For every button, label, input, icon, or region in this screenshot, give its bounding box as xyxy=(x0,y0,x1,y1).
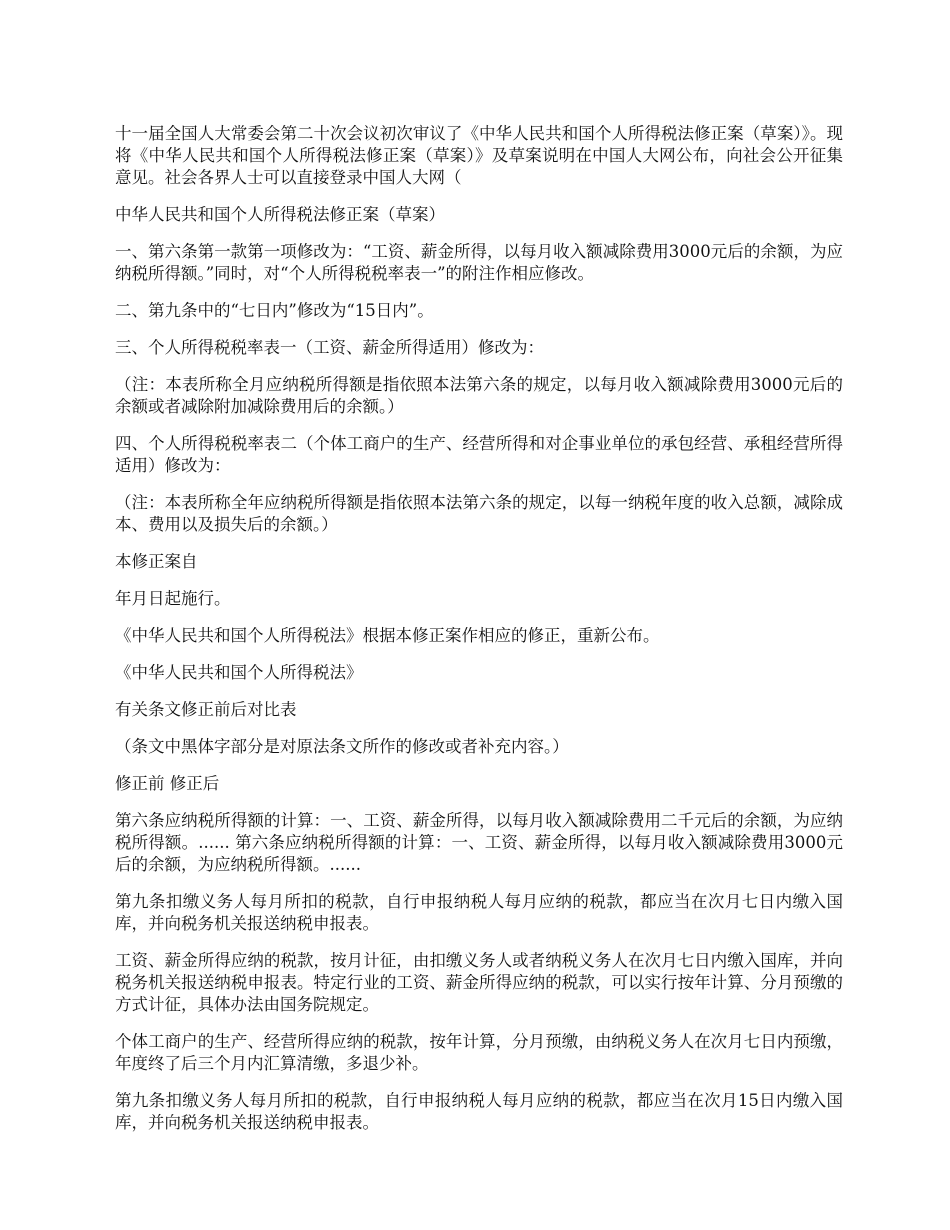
comparison-header: 修正前 修正后 xyxy=(115,774,220,793)
intro-paragraph: 十一届全国人大常委会第二十次会议初次审议了《中华人民共和国个人所得税法修正案（草案）》。现将《中华人民共和国个人所得税法修正案（草案）》及草案说明在中国人大网公布，向社会公开征集意见。社会各界人士可以直接登录中国人大网（ xyxy=(115,124,843,187)
amendment-title: 中华人民共和国个人所得税法修正案（草案） xyxy=(115,205,445,224)
comparison-table-title: 有关条文修正前后对比表 xyxy=(115,700,297,719)
table-1-note: （注：本表所称全月应纳税所得额是指依照本法第六条的规定，以每月收入额减除费用3000元后的余额或者减除附加减除费用后的余额。） xyxy=(115,375,843,416)
document-body xyxy=(115,123,843,1149)
effective-clause-date: 年月日起施行。 xyxy=(115,589,231,608)
article-9-after: 第九条扣缴义务人每月所扣的税款，自行申报纳税人每月应纳的税款，都应当在次月15日内缴入国库，并向税务机关报送纳税申报表。 xyxy=(115,1091,843,1132)
article-9-before: 第九条扣缴义务人每月所扣的税款，自行申报纳税人每月应纳的税款，都应当在次月七日内缴入国库，并向税务机关报送纳税申报表。 xyxy=(115,892,843,933)
amendment-item-4: 四、个人所得税税率表二（个体工商户的生产、经营所得和对企事业单位的承包经营、承租经营所得适用）修改为： xyxy=(115,434,843,475)
article-6-comparison: 第六条应纳税所得额的计算：一、工资、薪金所得，以每月收入额减除费用二千元后的余额，为应纳税所得额。...... 第六条应纳税所得额的计算：一、工资、薪金所得，以每月收入额减除费用3000元后的余额，为应纳税所得额。...... xyxy=(115,811,843,874)
law-title: 《中华人民共和国个人所得税法》 xyxy=(115,663,363,682)
article-9-salary-clause: 工资、薪金所得应纳的税款，按月计征，由扣缴义务人或者纳税义务人在次月七日内缴入国库，并向税务机关报送纳税申报表。特定行业的工资、薪金所得应纳的税款，可以实行按年计算、分月预缴的方式计征，具体办法由国务院规定。 xyxy=(115,951,843,1014)
republish-statement: 《中华人民共和国个人所得税法》根据本修正案作相应的修正，重新公布。 xyxy=(115,626,660,645)
article-9-business-clause: 个体工商户的生产、经营所得应纳的税款，按年计算，分月预缴，由纳税义务人在次月七日内预缴，年度终了后三个月内汇算清缴，多退少补。 xyxy=(115,1032,843,1073)
table-2-note: （注：本表所称全年应纳税所得额是指依照本法第六条的规定，以每一纳税年度的收入总额，减除成本、费用以及损失后的余额。） xyxy=(115,493,843,534)
amendment-item-2: 二、第九条中的“七日内”修改为“15日内”。 xyxy=(115,301,434,320)
amendment-item-1: 一、第六条第一款第一项修改为：“工资、薪金所得，以每月收入额减除费用3000元后的余额，为应纳税所得额。”同时，对“个人所得税税率表一”的附注作相应修改。 xyxy=(115,242,843,283)
amendment-item-3: 三、个人所得税税率表一（工资、薪金所得适用）修改为： xyxy=(115,338,544,357)
comparison-table-note: （条文中黑体字部分是对原法条文所作的修改或者补充内容。） xyxy=(115,737,569,756)
effective-clause-start: 本修正案自 xyxy=(115,552,198,571)
